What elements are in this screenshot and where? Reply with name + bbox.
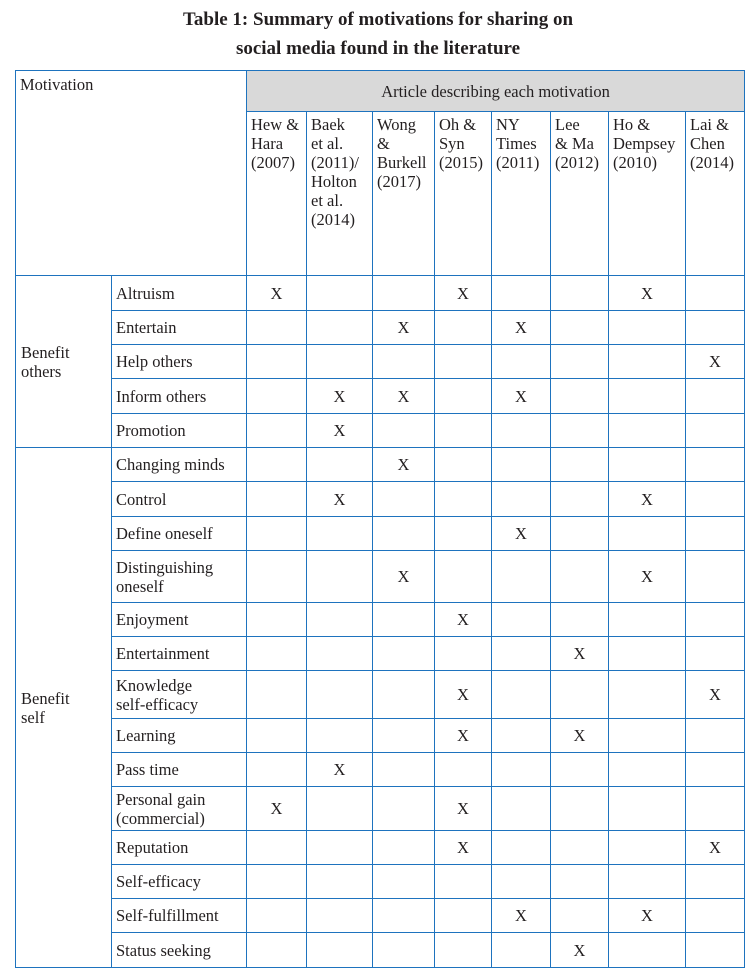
table-row (16, 719, 745, 753)
mark-cell-empty (609, 414, 686, 448)
reference-line: Lai & (690, 115, 729, 134)
motivation-cell (112, 482, 247, 517)
mark-cell-empty (686, 637, 745, 671)
motivation-cell (112, 719, 247, 753)
motivation-label-line: Self-fulfillment (116, 906, 219, 925)
motivation-cell (112, 753, 247, 787)
reference-line: (2011) (496, 153, 540, 172)
motivation-label-line: Enjoyment (116, 610, 189, 629)
motivation-cell (112, 831, 247, 865)
mark-cell-empty (373, 345, 435, 379)
group-label-cell (16, 276, 112, 448)
mark-cell-empty (609, 603, 686, 637)
mark-cell-empty (609, 865, 686, 899)
motivation-label-line: Inform others (116, 386, 207, 406)
mark-cell-x: X (307, 753, 373, 787)
reference-line: Chen (690, 134, 725, 153)
mark-cell-empty (686, 311, 745, 345)
mark-cell-empty (247, 753, 307, 787)
mark-cell-empty (373, 637, 435, 671)
mark-cell-empty (551, 753, 609, 787)
mark-cell-x: X (492, 517, 551, 551)
motivation-label-line: Entertain (116, 318, 177, 337)
mark-cell-empty (492, 933, 551, 968)
mark-cell-empty (247, 551, 307, 603)
mark-cell-empty (609, 933, 686, 968)
mark-cell-empty (247, 719, 307, 753)
mark-cell-empty (435, 899, 492, 933)
mark-cell-x: X (247, 787, 307, 831)
mark-cell-x: X (609, 482, 686, 517)
mark-cell-empty (307, 637, 373, 671)
mark-cell-empty (247, 311, 307, 345)
motivation-cell (112, 603, 247, 637)
mark-cell-empty (247, 379, 307, 414)
reference-line: Hara (251, 134, 284, 153)
mark-cell-empty (435, 482, 492, 517)
table-row (16, 753, 745, 787)
reference-line: Oh & (439, 115, 477, 134)
mark-cell-empty (492, 831, 551, 865)
mark-cell-empty (373, 787, 435, 831)
mark-cell-empty (373, 933, 435, 968)
mark-cell-x: X (435, 276, 492, 311)
mark-cell-empty (551, 379, 609, 414)
reference-line: Syn (439, 134, 465, 153)
mark-cell-x: X (492, 311, 551, 345)
reference-header-cell (551, 112, 609, 276)
reference-header-cell (307, 112, 373, 276)
motivation-label-line: Self-efficacy (116, 872, 201, 891)
reference-line: Ho & (613, 115, 651, 134)
mark-cell-x: X (435, 787, 492, 831)
group-label-line: self (21, 707, 45, 727)
table-row (16, 787, 745, 831)
motivation-cell (112, 345, 247, 379)
table-row (16, 551, 745, 603)
motivation-cell (112, 311, 247, 345)
table-caption (0, 5, 756, 63)
mark-cell-empty (492, 719, 551, 753)
mark-cell-empty (551, 276, 609, 311)
mark-cell-empty (609, 379, 686, 414)
mark-cell-empty (492, 448, 551, 482)
table-row (16, 345, 745, 379)
mark-cell-empty (247, 671, 307, 719)
mark-cell-empty (492, 414, 551, 448)
mark-cell-empty (686, 414, 745, 448)
mark-cell-empty (492, 753, 551, 787)
mark-cell-empty (247, 414, 307, 448)
motivation-label-line: Changing minds (116, 455, 225, 474)
mark-cell-empty (247, 831, 307, 865)
mark-cell-empty (609, 345, 686, 379)
mark-cell-empty (373, 865, 435, 899)
mark-cell-empty (686, 787, 745, 831)
motivation-cell (112, 865, 247, 899)
mark-cell-empty (609, 787, 686, 831)
motivation-label-line: Status seeking (116, 940, 211, 960)
mark-cell-x: X (686, 345, 745, 379)
mark-cell-empty (373, 276, 435, 311)
mark-cell-empty (551, 787, 609, 831)
motivation-label-line: Help others (116, 352, 193, 371)
mark-cell-empty (435, 865, 492, 899)
reference-line: et al. (311, 134, 344, 153)
mark-cell-x: X (307, 482, 373, 517)
mark-cell-empty (492, 637, 551, 671)
mark-cell-empty (686, 899, 745, 933)
mark-cell-x: X (686, 831, 745, 865)
mark-cell-x: X (686, 671, 745, 719)
mark-cell-empty (307, 933, 373, 968)
motivation-cell (112, 517, 247, 551)
reference-header-cell (609, 112, 686, 276)
mark-cell-empty (492, 345, 551, 379)
reference-line: Wong (377, 115, 417, 134)
mark-cell-empty (609, 671, 686, 719)
mark-cell-empty (307, 603, 373, 637)
mark-cell-x: X (307, 414, 373, 448)
reference-line: et al. (311, 191, 344, 210)
mark-cell-empty (373, 899, 435, 933)
motivation-cell (112, 448, 247, 482)
reference-line: & (377, 134, 390, 153)
mark-cell-empty (492, 276, 551, 311)
reference-line: Times (496, 134, 537, 153)
mark-cell-empty (247, 899, 307, 933)
reference-line: (2014) (311, 210, 355, 229)
reference-line: (2010) (613, 153, 657, 172)
motivation-label-line: Define oneself (116, 524, 213, 543)
mark-cell-x: X (551, 719, 609, 753)
motivation-cell (112, 414, 247, 448)
mark-cell-empty (247, 603, 307, 637)
mark-cell-empty (609, 311, 686, 345)
motivation-cell (112, 276, 247, 311)
table-row (16, 414, 745, 448)
mark-cell-empty (609, 637, 686, 671)
mark-cell-empty (492, 551, 551, 603)
motivation-cell (112, 551, 247, 603)
mark-cell-x: X (551, 933, 609, 968)
group-label-line: Benefit (21, 342, 70, 362)
mark-cell-empty (686, 551, 745, 603)
mark-cell-empty (247, 865, 307, 899)
mark-cell-empty (247, 637, 307, 671)
mark-cell-empty (551, 551, 609, 603)
motivation-header: Motivation (16, 71, 247, 276)
mark-cell-empty (307, 671, 373, 719)
mark-cell-x: X (373, 551, 435, 603)
motivation-label-line: Pass time (116, 760, 179, 779)
mark-cell-x: X (373, 311, 435, 345)
mark-cell-empty (686, 719, 745, 753)
mark-cell-empty (307, 345, 373, 379)
mark-cell-empty (686, 933, 745, 968)
mark-cell-x: X (435, 671, 492, 719)
table-row (16, 831, 745, 865)
motivation-cell (112, 671, 247, 719)
mark-cell-empty (609, 448, 686, 482)
mark-cell-empty (435, 637, 492, 671)
caption-line-1: Table 1: Summary of motivations for sharing on (182, 9, 574, 30)
table-row (16, 637, 745, 671)
motivation-label-line: Distinguishing (116, 557, 214, 577)
caption-line-2: social media found in the literature (235, 38, 521, 59)
mark-cell-empty (307, 276, 373, 311)
mark-cell-empty (492, 671, 551, 719)
mark-cell-empty (686, 603, 745, 637)
mark-cell-empty (551, 517, 609, 551)
mark-cell-x: X (307, 379, 373, 414)
mark-cell-empty (551, 482, 609, 517)
group-label-line: Benefit (21, 688, 70, 708)
mark-cell-empty (307, 899, 373, 933)
table-row (16, 517, 745, 551)
motivation-cell (112, 379, 247, 414)
mark-cell-empty (686, 865, 745, 899)
mark-cell-x: X (609, 276, 686, 311)
table-row (16, 448, 745, 482)
reference-line: (2017) (377, 172, 421, 191)
reference-line: (2012) (555, 153, 599, 172)
reference-header-cell (373, 112, 435, 276)
article-header: Article describing each motivation (247, 71, 745, 112)
mark-cell-empty (247, 345, 307, 379)
mark-cell-empty (551, 603, 609, 637)
motivation-label-line: Personal gain (116, 789, 206, 809)
mark-cell-empty (492, 482, 551, 517)
mark-cell-empty (373, 671, 435, 719)
mark-cell-x: X (609, 899, 686, 933)
mark-cell-empty (435, 414, 492, 448)
motivation-label-line: (commercial) (116, 808, 205, 828)
mark-cell-x: X (373, 448, 435, 482)
reference-line: Baek (311, 115, 345, 134)
mark-cell-x: X (373, 379, 435, 414)
mark-cell-empty (435, 311, 492, 345)
mark-cell-empty (686, 753, 745, 787)
mark-cell-empty (492, 865, 551, 899)
motivation-cell (112, 637, 247, 671)
reference-header-cell (686, 112, 745, 276)
motivation-cell (112, 933, 247, 968)
table-row (16, 865, 745, 899)
mark-cell-x: X (247, 276, 307, 311)
mark-cell-empty (686, 276, 745, 311)
mark-cell-empty (307, 719, 373, 753)
mark-cell-empty (609, 517, 686, 551)
mark-cell-empty (435, 933, 492, 968)
motivation-label-line: Altruism (116, 283, 175, 303)
mark-cell-empty (373, 482, 435, 517)
mark-cell-empty (373, 719, 435, 753)
mark-cell-empty (435, 753, 492, 787)
mark-cell-x: X (551, 637, 609, 671)
motivation-label-line: Reputation (116, 838, 189, 857)
mark-cell-empty (247, 517, 307, 551)
mark-cell-empty (373, 517, 435, 551)
group-label-line: others (21, 361, 62, 381)
motivation-label-line: Knowledge (116, 675, 193, 695)
reference-line: (2015) (439, 153, 483, 172)
mark-cell-empty (307, 517, 373, 551)
motivation-label-line: self-efficacy (116, 694, 199, 714)
table-row (16, 311, 745, 345)
reference-line: Hew & (251, 115, 300, 134)
motivation-label-line: Learning (116, 726, 176, 745)
reference-line: Holton (311, 172, 357, 191)
reference-line: (2014) (690, 153, 734, 172)
reference-line: Dempsey (613, 134, 676, 153)
motivations-table (15, 70, 745, 968)
table-row (16, 276, 745, 311)
mark-cell-empty (609, 831, 686, 865)
mark-cell-empty (551, 414, 609, 448)
motivation-label-line: Promotion (116, 421, 186, 440)
mark-cell-x: X (609, 551, 686, 603)
mark-cell-empty (435, 345, 492, 379)
mark-cell-empty (551, 671, 609, 719)
table-row (16, 482, 745, 517)
reference-header-cell (492, 112, 551, 276)
mark-cell-empty (686, 379, 745, 414)
mark-cell-empty (435, 379, 492, 414)
group-label-cell (16, 448, 112, 968)
mark-cell-x: X (435, 831, 492, 865)
mark-cell-empty (247, 933, 307, 968)
mark-cell-empty (373, 603, 435, 637)
table-row (16, 899, 745, 933)
reference-line: Burkell (377, 153, 427, 172)
mark-cell-empty (609, 753, 686, 787)
mark-cell-empty (551, 448, 609, 482)
mark-cell-empty (435, 551, 492, 603)
motivation-label-line: oneself (116, 576, 164, 596)
motivation-cell (112, 787, 247, 831)
motivation-label-line: Control (116, 489, 167, 509)
mark-cell-empty (307, 311, 373, 345)
mark-cell-empty (307, 865, 373, 899)
motivation-cell (112, 899, 247, 933)
mark-cell-empty (373, 753, 435, 787)
mark-cell-empty (247, 482, 307, 517)
mark-cell-empty (435, 448, 492, 482)
mark-cell-empty (686, 448, 745, 482)
mark-cell-empty (551, 865, 609, 899)
mark-cell-empty (551, 345, 609, 379)
table-row (16, 379, 745, 414)
mark-cell-empty (307, 448, 373, 482)
table-row (16, 603, 745, 637)
mark-cell-x: X (435, 719, 492, 753)
mark-cell-empty (373, 831, 435, 865)
mark-cell-x: X (492, 899, 551, 933)
reference-line: (2011)/ (311, 153, 359, 172)
mark-cell-empty (551, 311, 609, 345)
mark-cell-empty (307, 831, 373, 865)
mark-cell-empty (307, 551, 373, 603)
table-row (16, 933, 745, 968)
reference-line: NY (496, 115, 520, 134)
mark-cell-empty (686, 517, 745, 551)
reference-header-cell (435, 112, 492, 276)
mark-cell-empty (492, 603, 551, 637)
mark-cell-empty (373, 414, 435, 448)
mark-cell-x: X (492, 379, 551, 414)
mark-cell-empty (492, 787, 551, 831)
table-row (16, 671, 745, 719)
table-body (16, 71, 745, 968)
reference-line: & Ma (555, 134, 594, 153)
mark-cell-x: X (435, 603, 492, 637)
mark-cell-empty (307, 787, 373, 831)
motivation-label-line: Entertainment (116, 644, 210, 663)
reference-line: Lee (555, 115, 580, 134)
reference-line: (2007) (251, 153, 295, 172)
mark-cell-empty (551, 831, 609, 865)
mark-cell-empty (551, 899, 609, 933)
mark-cell-empty (609, 719, 686, 753)
mark-cell-empty (435, 517, 492, 551)
mark-cell-empty (686, 482, 745, 517)
reference-header-cell (247, 112, 307, 276)
mark-cell-empty (247, 448, 307, 482)
